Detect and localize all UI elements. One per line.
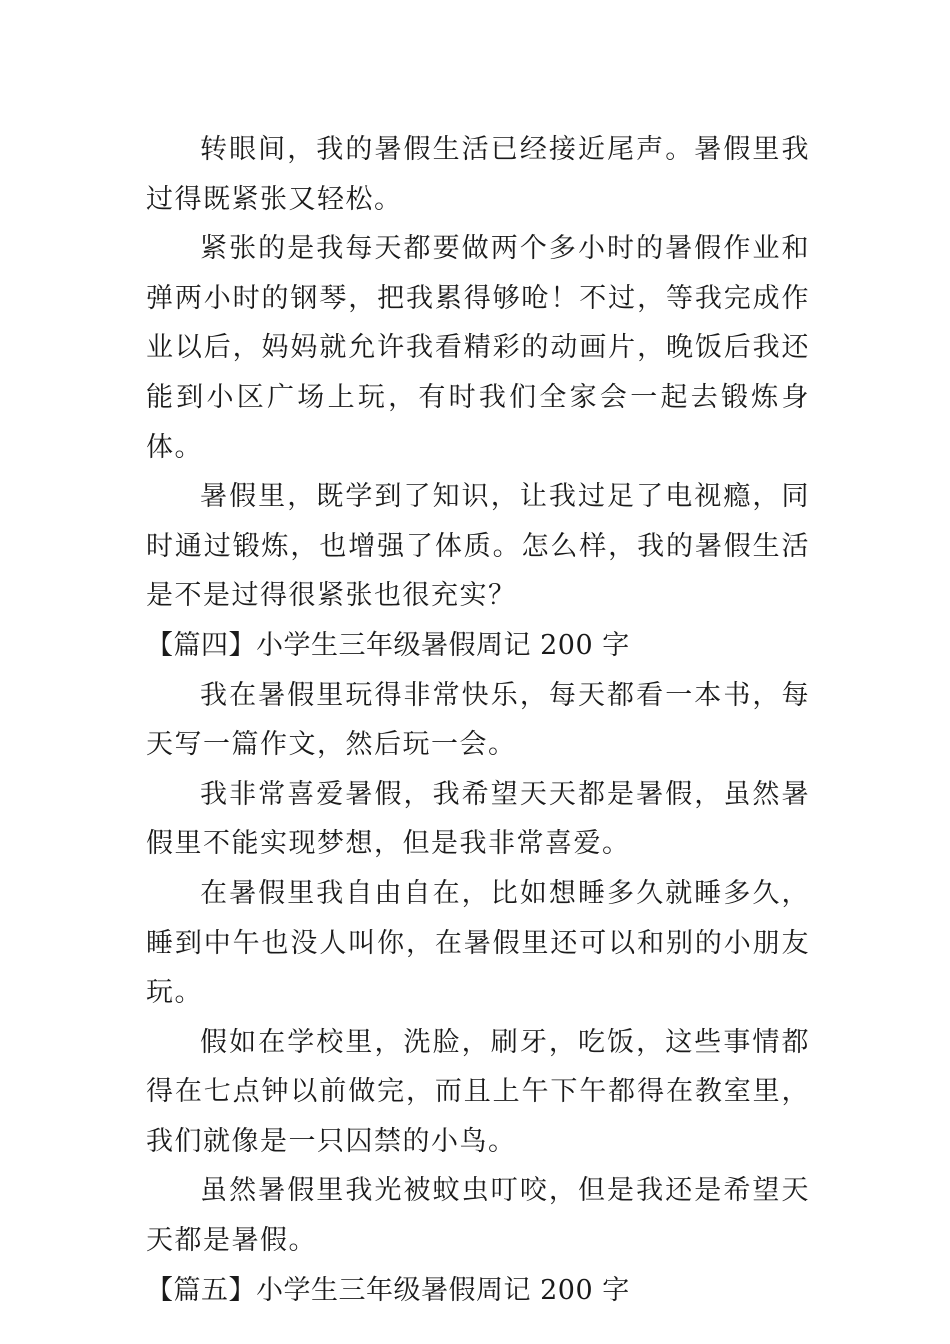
paragraph-love-summer: 我非常喜爱暑假，我希望天天都是暑假，虽然暑假里不能实现梦想，但是我非常喜爱。 [146,778,810,860]
paragraph-free-summer: 在暑假里我自由自在，比如想睡多久就睡多久，睡到中午也没人叫你，在暑假里还可以和别的小朋友玩。 [146,877,810,1009]
document-body [146,125,810,1315]
paragraph-happy-summer: 我在暑假里玩得非常快乐，每天都看一本书，每天写一篇作文，然后玩一会。 [146,679,810,761]
section-heading-part-five: 【篇五】小学生三年级暑假周记 200 字 [146,1274,630,1306]
paragraph-summer-ending: 转眼间，我的暑假生活已经接近尾声。暑假里我过得既紧张又轻松。 [146,134,810,215]
paragraph-school-comparison: 假如在学校里，洗脸，刷牙，吃饭，这些事情都得在七点钟以前做完，而且上午下午都得在教室里，我们就像是一只囚禁的小鸟。 [146,1026,810,1157]
paragraph-mosquito-bites: 虽然暑假里我光被蚊虫叮咬，但是我还是希望天天都是暑假。 [146,1175,810,1257]
paragraph-busy-schedule: 紧张的是我每天都要做两个多小时的暑假作业和弹两小时的钢琴，把我累得够呛！不过，等我完成作业以后，妈妈就允许我看精彩的动画片，晚饭后我还能到小区广场上玩，有时我们全家会一起去锻炼身体。 [146,233,810,463]
paragraph-summer-conclusion: 暑假里，既学到了知识，让我过足了电视瘾，同时通过锻炼，也增强了体质。怎么样，我的暑假生活是不是过得很紧张也很充实？ [146,481,810,612]
section-heading-part-four: 【篇四】小学生三年级暑假周记 200 字 [146,629,630,661]
